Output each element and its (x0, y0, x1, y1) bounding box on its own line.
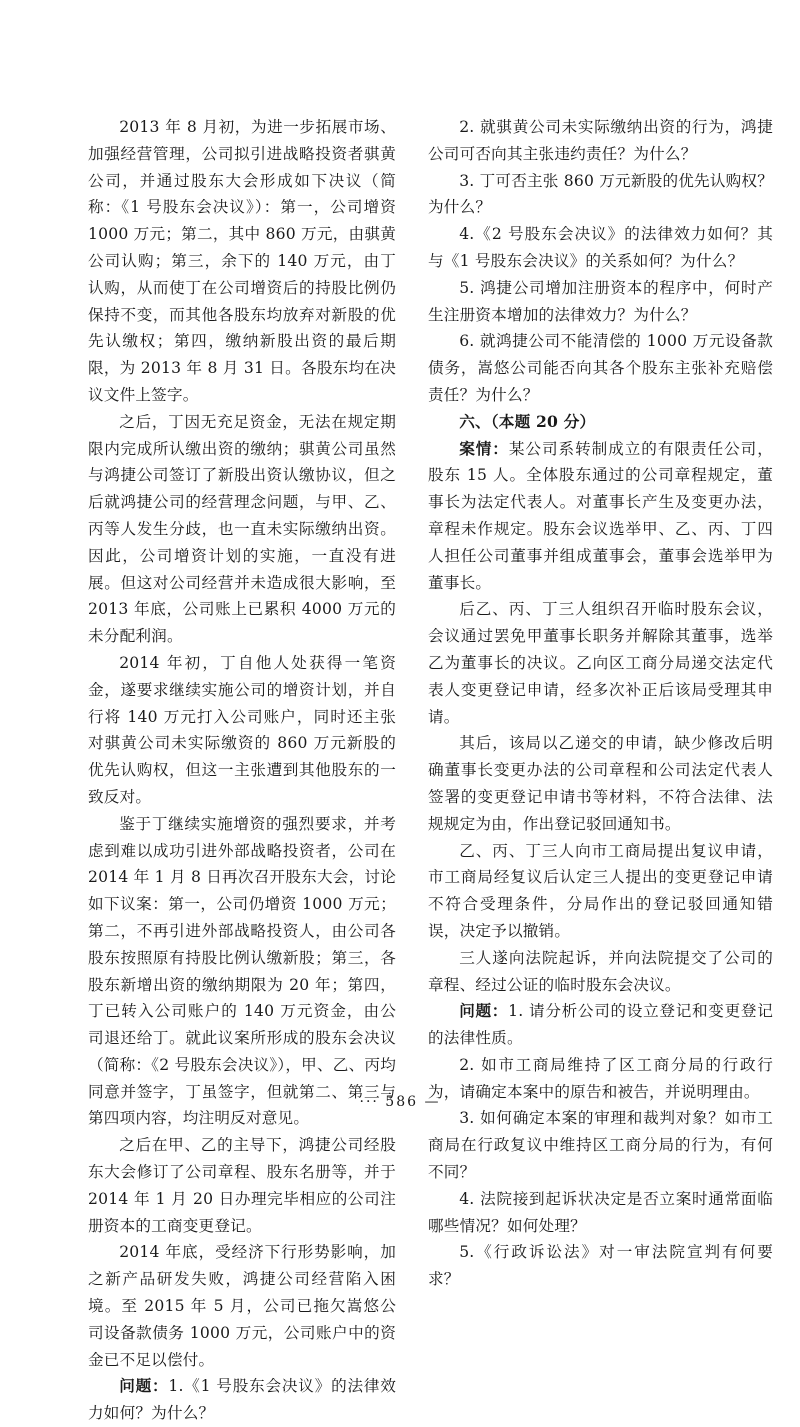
paragraph-text: 后乙、丙、丁三人组织召开临时股东会议，会议通过罢免甲董事长职务并解除其董事，选举乙为董事长的决议。乙向区工商分局递交法定代表人变更登记申请，经多次补正后该局受理其申请。 (428, 600, 773, 726)
left-column (88, 114, 396, 1427)
paragraph (88, 1239, 396, 1373)
paragraph (88, 409, 396, 650)
paragraph-text: 1. 请分析公司的设立登记和变更登记的法律性质。 (428, 1002, 774, 1048)
paragraph (428, 945, 773, 999)
paragraph-text: 2. 如市工商局维持了区工商分局的行政行为，请确定本案中的原告和被告，并说明理由。 (428, 1055, 773, 1101)
paragraph-text: 其后，该局以乙递交的申请，缺少修改后明确董事长变更办法的公司章程和公司法定代表人签署的变更登记申请书等材料，不符合法律、法规规定为由，作出登记驳回通知书。 (428, 734, 773, 833)
paragraph-text: 三人遂向法院起诉，并向法院提交了公司的章程、经过公证的临时股东会决议。 (428, 948, 773, 994)
paragraph (428, 1105, 773, 1185)
paragraph-text: 3. 丁可否主张 860 万元新股的优先认购权？为什么？ (428, 171, 773, 217)
paragraph (428, 409, 773, 436)
paragraph (428, 1239, 773, 1293)
paragraph (428, 221, 773, 275)
paragraph-text: 2. 就骐黄公司未实际缴纳出资的行为，鸿捷公司可否向其主张违约责任？为什么？ (428, 118, 773, 163)
paragraph-text: 2014 年底，受经济下行形势影响，加之新产品研发失败，鸿捷公司经营陷入困境。至 2015 年 5 月，公司已拖欠嵩悠公司设备款债务 1000 万元，公司账户中的资金已不足以偿付。 (88, 1243, 396, 1369)
paragraph-lead: 问题： (459, 1001, 509, 1021)
paragraph-text: 鉴于丁继续实施增资的强烈要求，并考虑到难以成功引进外部战略投资者，公司在 2014 年 1 月 8 日再次召开股东大会，讨论如下议案：第一，公司仍增资 1000 万元；第二，不再引进外部战略投资人，由公司各股东按照原有持股比例认缴新股；第三，各股东新增出资的缴纳期限为 20 年；第四，丁已转入公司账户的 140 万元资金，由公司退还给丁。就此议案所形成的股东会决议（简称：《2 号股东会决议》），甲、乙、丙均同意并签字，丁虽签字，但就第二、第三与第四项内容，均注明反对意见。 (88, 814, 396, 1128)
right-column (428, 114, 773, 1293)
paragraph (88, 811, 396, 1133)
paragraph (428, 114, 773, 168)
paragraph (88, 650, 396, 811)
paragraph-text: 6. 就鸿捷公司不能清偿的 1000 万元设备款债务，嵩悠公司能否向其各个股东主张补充赔偿责任？为什么？ (428, 332, 773, 404)
paragraph-text: 某公司系转制成立的有限责任公司，股东 15 人。全体股东通过的公司章程规定，董事长为法定代表人。对董事长产生及变更办法，章程未作规定。股东会议选举甲、乙、丙、丁四人担任公司董事并组成董事会，董事会选举甲为董事长。 (428, 439, 773, 592)
paragraph (428, 1186, 773, 1240)
paragraph-text: 3. 如何确定本案的审理和裁判对象？如市工商局在行政复议中维持区工商分局的行为，有何不同？ (428, 1109, 773, 1182)
paragraph (428, 730, 773, 837)
paragraph-text: 1.《1 号股东会决议》的法律效力如何？为什么？ (88, 1377, 396, 1423)
paragraph-lead: 案情： (459, 438, 509, 458)
paragraph-text: 之后在甲、乙的主导下，鸿捷公司经股东大会修订了公司章程、股东名册等，并于 2014 年 1 月 20 日办理完毕相应的公司注册资本的工商变更登记。 (88, 1136, 396, 1235)
paragraph (428, 436, 773, 597)
page-number: ··· 586 — (359, 1094, 441, 1110)
paragraph-lead: 问题： (119, 1376, 169, 1396)
paragraph (428, 838, 773, 945)
paragraph (428, 275, 773, 329)
paragraph (428, 998, 773, 1052)
paragraph (428, 168, 773, 222)
paragraph-text: 4.《2 号股东会决议》的法律效力如何？其与《1 号股东会决议》的关系如何？为什么？ (428, 225, 773, 270)
paragraph (88, 1373, 396, 1427)
paragraph-text: 5. 鸿捷公司增加注册资本的程序中，何时产生注册资本增加的法律效力？为什么？ (428, 278, 773, 324)
paragraph-text: 4. 法院接到起诉状决定是否立案时通常面临哪些情况？如何处理？ (428, 1189, 773, 1235)
paragraph-text: 5.《行政诉讼法》对一审法院宣判有何要求？ (428, 1243, 773, 1289)
paragraph (88, 1132, 396, 1239)
paragraph-text: 2014 年初，丁自他人处获得一笔资金，遂要求继续实施公司的增资计划，并自行将 140 万元打入公司账户，同时还主张对骐黄公司未实际缴资的 860 万元新股的优先认购权，但这一主张遭到其他股东的一致反对。 (88, 653, 396, 806)
paragraph (88, 114, 396, 409)
paragraph-text: 2013 年 8 月初，为进一步拓展市场、加强经营管理，公司拟引进战略投资者骐黄公司，并通过股东大会形成如下决议（简称：《1 号股东会决议》）：第一，公司增资 1000 万元；第二，其中 860 万元，由骐黄公司认购；第三，余下的 140 万元，由丁认购，从而使丁在公司增资后的持股比例仍保持不变，而其他各股东均放弃对新股的优先认缴权；第四，缴纳新股出资的最后期限，为 2013 年 8 月 31 日。各股东均在决议文件上签字。 (88, 118, 396, 404)
paragraph-text: 乙、丙、丁三人向市工商局提出复议申请，市工商局经复议后认定三人提出的变更登记申请不符合受理条件，分局作出的登记驳回通知错误，决定予以撤销。 (428, 841, 773, 940)
paragraph-text: 之后，丁因无充足资金，无法在规定期限内完成所认缴出资的缴纳；骐黄公司虽然与鸿捷公司签订了新股出资认缴协议，但之后就鸿捷公司的经营理念问题，与甲、乙、丙等人发生分歧，也一直未实际缴纳出资。因此，公司增资计划的实施，一直没有进展。但这对公司经营并未造成很大影响，至 2013 年底，公司账上已累积 4000 万元的未分配利润。 (88, 412, 396, 646)
paragraph (428, 596, 773, 730)
paragraph-lead: 六、（本题 20 分） (459, 411, 596, 431)
paragraph (428, 328, 773, 408)
